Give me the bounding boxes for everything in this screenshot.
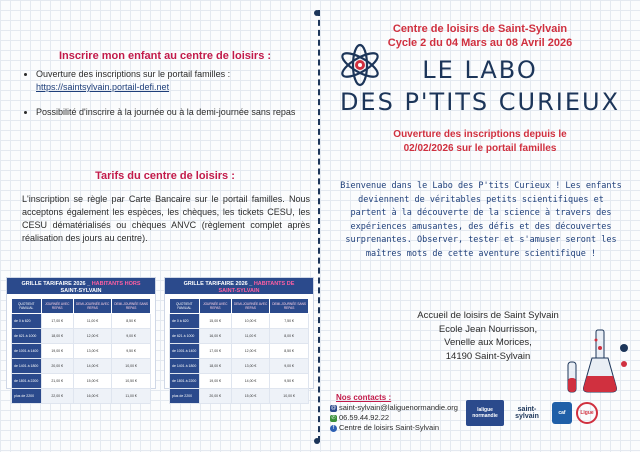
cell: 10,00 € (231, 314, 269, 329)
tariff-grid (11, 298, 151, 404)
table-row (12, 344, 151, 359)
cell: de 1401 à 1800 (12, 359, 42, 374)
tariff-table-outside (6, 277, 156, 398)
cell: 19,00 € (199, 374, 231, 389)
opening-line1: Ouverture des inscriptions depuis le (393, 129, 567, 140)
address-line: Ecole Jean Nourrisson, (438, 323, 538, 335)
tariff-title: GRILLE TARIFAIRE 2026 _ (183, 281, 253, 287)
col-header: DEMI-JOURNÉE AVEC REPAS (73, 299, 111, 314)
cell: 9,50 € (112, 344, 151, 359)
table-row (12, 359, 151, 374)
center-name: Centre de loisirs de Saint-Sylvain (392, 23, 568, 35)
cycle-dates: Cycle 2 du 04 Mars au 08 Avril 2026 (387, 37, 573, 49)
cell: de 0 à 620 (12, 314, 42, 329)
tariff-header (7, 278, 155, 294)
title-line1: LE LABO (422, 56, 538, 84)
cell: 11,00 € (231, 329, 269, 344)
table-row (170, 344, 309, 359)
bullet2-text: Possibilité d'inscrire à la journée ou à la demi-journée sans repas (36, 107, 296, 117)
cell: 20,00 € (199, 389, 231, 404)
contact-email-row (330, 403, 458, 413)
contact-facebook[interactable]: Centre de loisirs Saint-Sylvain (339, 423, 440, 432)
cell: 14,00 € (231, 374, 269, 389)
cell: 15,00 € (231, 389, 269, 404)
cell: 12,00 € (231, 344, 269, 359)
contact-email[interactable]: saint-sylvain@laliguenormandie.org (339, 403, 458, 412)
cell: plus de 2200 (12, 389, 42, 404)
cell: 7,50 € (270, 314, 309, 329)
cell: 17,00 € (41, 314, 73, 329)
cell: 8,50 € (270, 344, 309, 359)
cell: de 621 à 1000 (12, 329, 42, 344)
table-row (170, 374, 309, 389)
cell: 9,50 € (270, 374, 309, 389)
address-line: Accueil de loisirs de Saint Sylvain (417, 310, 559, 321)
cell: 13,00 € (73, 344, 111, 359)
cell: 21,00 € (41, 374, 73, 389)
list-item (36, 68, 326, 94)
cell: de 1801 à 2200 (12, 374, 42, 389)
enroll-list (22, 68, 326, 131)
cell: 9,00 € (112, 329, 151, 344)
contacts-heading: Nos contacts : (336, 393, 392, 402)
col-header: DEMI-JOURNÉE SANS REPAS (112, 299, 151, 314)
fold-dot (314, 10, 320, 16)
cell: 20,00 € (41, 359, 73, 374)
cell: 19,00 € (41, 344, 73, 359)
cell: de 621 à 1000 (170, 329, 200, 344)
table-row (170, 329, 309, 344)
address-block (398, 309, 578, 363)
cell: 8,00 € (270, 329, 309, 344)
cell: 11,00 € (112, 389, 151, 404)
cell: de 0 à 620 (170, 314, 200, 329)
cell: 15,00 € (73, 374, 111, 389)
table-row (12, 374, 151, 389)
col-header: QUOTIENT FAMILIAL (170, 299, 200, 314)
tariff-subtitle: SAINT-SYLVAIN (218, 288, 260, 294)
welcome-text: Bienvenue dans le Labo des P'tits Curieux ! Les enfants deviennent de véritables petits scientifiques et partent à la découverte de la science à travers des expériences amusantes, des défis et des découvertes surprenantes. Observer, tester et s'amuser seront les maîtres mots de cette aventure scientifique ! (340, 181, 622, 259)
address-line: 14190 Saint-Sylvain (445, 350, 531, 362)
tarifs-text: L'inscription se règle par Carte Bancaire sur le portail familles. Nous acceptons également les espèces, les chèques, les tickets CESU, les CESU dématérialisés ou chèques ANVC (règlement complet après réalisation des jours au centre). (22, 194, 310, 243)
tariff-grid (169, 298, 309, 404)
tariff-subtitle: SAINT-SYLVAIN (60, 288, 102, 294)
table-row (12, 314, 151, 329)
cell: 10,00 € (270, 389, 309, 404)
table-row (170, 389, 309, 404)
tariff-title-accent: HABITANTS DE (253, 281, 295, 287)
contacts-block (330, 393, 458, 433)
list-item (36, 106, 326, 119)
cell: 18,00 € (41, 329, 73, 344)
cell: 15,00 € (199, 314, 231, 329)
contact-phone-row (330, 413, 458, 423)
enroll-heading: Inscrire mon enfant au centre de loisirs : (58, 50, 272, 62)
opening-line2: 02/02/2026 sur le portail familles (403, 143, 557, 154)
partner-logo: Ligue (576, 402, 598, 424)
cell: 22,00 € (41, 389, 73, 404)
cell: 10,00 € (112, 359, 151, 374)
cell: 16,00 € (73, 389, 111, 404)
tarifs-heading: Tarifs du centre de loisirs : (95, 170, 235, 182)
col-header: QUOTIENT FAMILIAL (12, 299, 42, 314)
cell: 13,00 € (231, 359, 269, 374)
col-header: JOURNÉE AVEC REPAS (199, 299, 231, 314)
bullet1-text: Ouverture des inscriptions sur le portail familles : (36, 69, 231, 79)
table-row (12, 389, 151, 404)
ligue-logo: laligue normandie (466, 400, 504, 426)
tariff-title: GRILLE TARIFAIRE 2026 _ (21, 281, 91, 287)
cell: 10,50 € (112, 374, 151, 389)
cell: 9,00 € (270, 359, 309, 374)
col-header: DEMI-JOURNÉE AVEC REPAS (231, 299, 269, 314)
cell: de 1401 à 1800 (170, 359, 200, 374)
fold-dot (314, 438, 320, 444)
table-row (170, 314, 309, 329)
facebook-icon: f (330, 425, 337, 432)
tariff-table-residents (164, 277, 314, 398)
title-line2: DES P'TITS CURIEUX (339, 88, 621, 116)
caf-logo: caf (552, 402, 572, 424)
table-row (12, 329, 151, 344)
email-icon: @ (330, 404, 337, 411)
cell: plus de 2200 (170, 389, 200, 404)
address-line: Venelle aux Morices, (444, 337, 532, 348)
cell: 17,00 € (199, 344, 231, 359)
cell: 11,00 € (73, 314, 111, 329)
tariff-title-accent: HABITANTS HORS (91, 281, 141, 287)
cell: 8,50 € (112, 314, 151, 329)
portal-link[interactable]: https://saintsylvain.portail-defi.net (36, 82, 170, 92)
col-header: DEMI-JOURNÉE SANS REPAS (270, 299, 309, 314)
col-header: JOURNÉE AVEC REPAS (41, 299, 73, 314)
cell: 12,00 € (73, 329, 111, 344)
contact-phone[interactable]: 06.59.44.92.22 (339, 413, 390, 422)
cell: de 1801 à 2200 (170, 374, 200, 389)
lab-flasks-icon (566, 328, 632, 398)
cell: 18,00 € (199, 359, 231, 374)
cell: de 1001 à 1400 (12, 344, 42, 359)
contact-facebook-row (330, 423, 458, 433)
cell: 16,00 € (199, 329, 231, 344)
tariff-header (165, 278, 313, 294)
cell: 14,00 € (73, 359, 111, 374)
saint-sylvain-logo: saint-sylvain (515, 406, 539, 420)
phone-icon: ✆ (331, 414, 336, 421)
table-row (170, 359, 309, 374)
cell: de 1001 à 1400 (170, 344, 200, 359)
